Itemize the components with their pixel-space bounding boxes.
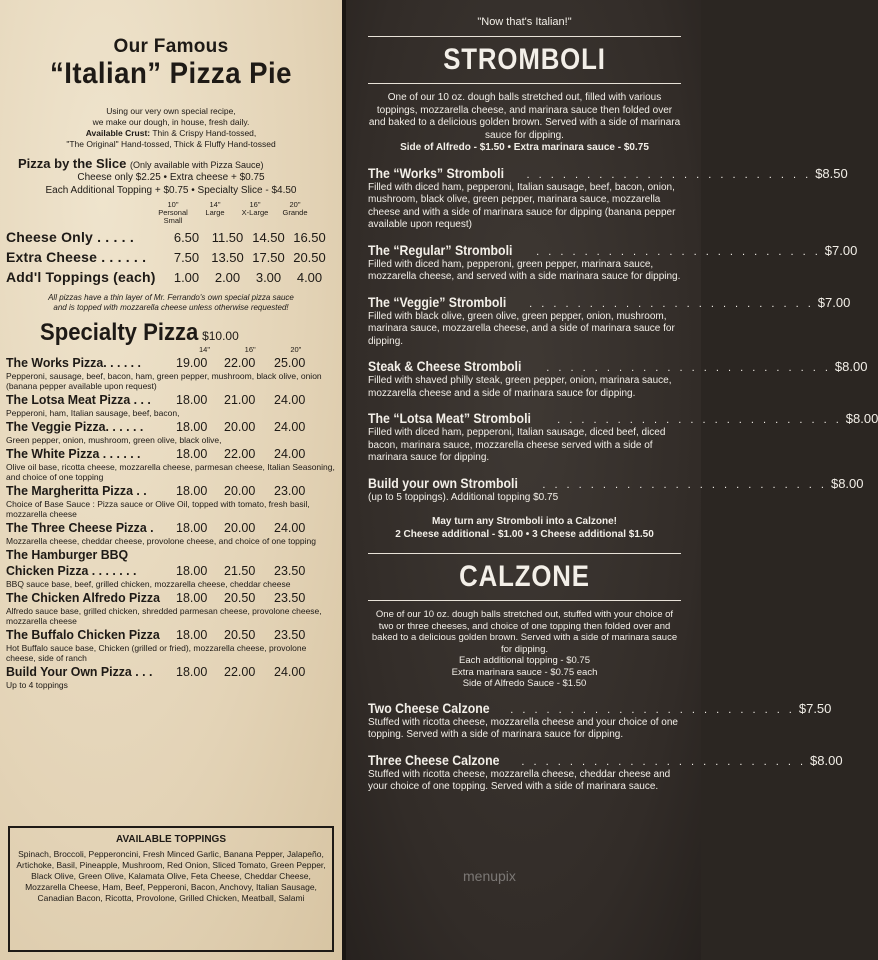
- price: 7.50: [173, 250, 200, 265]
- item-price: $8.00: [845, 411, 878, 426]
- pizza-desc: Olive oil base, ricotta cheese, mozzarella cheese, parmesan cheese, Italian Seasoning, and choice of one topping: [6, 462, 335, 482]
- item-price: $7.50: [798, 700, 832, 716]
- toppings-box: [8, 826, 334, 952]
- crust-line: [6, 128, 336, 139]
- size-col: 20" Grande: [282, 200, 308, 217]
- item-desc: Filled with diced ham, pepperoni, Italian sausage, diced beef, diced bacon, marinara sauce, mozzarella cheese served with a side of marinara sauce for dipping.: [368, 427, 666, 463]
- calzone-title: CALZONE: [459, 560, 590, 593]
- stromboli-calzone-page: [346, 0, 878, 960]
- pizza-page: [0, 0, 342, 960]
- item-name: The “Works” Stromboli: [368, 164, 505, 181]
- size-col: 10" Personal Small: [158, 200, 188, 225]
- pizza-name: The Chicken Alfredo Pizza: [6, 590, 160, 605]
- item-price: $8.50: [815, 165, 848, 181]
- pizza-desc: Pepperoni, ham, Italian sausage, beef, bacon,: [6, 408, 180, 418]
- menu-item: [368, 410, 878, 465]
- price: 14.50: [252, 230, 285, 245]
- pizza-price: 23.50: [274, 564, 306, 578]
- pizza-desc: Hot Buffalo sauce base, Chicken (grilled or fried), mozzarella cheese, provolone cheese, side of ranch: [6, 643, 307, 663]
- specialty-pizza-list: [6, 355, 336, 690]
- pizza-price: 24.00: [274, 447, 306, 461]
- pizza-price: 18.00: [176, 591, 208, 605]
- item-name: Two Cheese Calzone: [368, 699, 490, 716]
- divider-line: [368, 36, 681, 37]
- item-name: The “Veggie” Stromboli: [368, 293, 507, 310]
- pizza-row: [6, 627, 336, 643]
- menu-item-row: [368, 164, 848, 181]
- pizza-price: 18.00: [176, 665, 208, 679]
- pizza-desc: Up to 4 toppings: [6, 680, 68, 690]
- pizza-price: 20.50: [224, 591, 256, 605]
- pizza-row: [6, 483, 336, 499]
- menu-item-row: [368, 751, 843, 768]
- pizza-item: [6, 419, 336, 445]
- pizza-item: [6, 547, 336, 562]
- leader-dots: . . . . . . . . . . . . . . . . . . . . . . . .: [529, 297, 814, 310]
- specialty-title: Specialty Pizza: [40, 319, 199, 346]
- specialty-price: $10.00: [202, 329, 239, 343]
- size-col: 14" Large: [205, 200, 225, 217]
- pizza-item: [6, 392, 336, 418]
- pizza-desc: Choice of Base Sauce : Pizza sauce or Olive Oil, topped with tomato, fresh basil, mozzarella cheese: [6, 499, 310, 519]
- pizza-price: 18.00: [176, 628, 208, 642]
- item-desc: Filled with shaved philly steak, green pepper, onion, marinara sauce, mozzarella cheese and a side of marinara sauce for dipping.: [368, 375, 672, 399]
- menu-item-row: [368, 358, 868, 374]
- leader-dots: . . . . . . . . . . . . . . . . . . . . . . . .: [536, 245, 821, 258]
- tagline: "Now that's Italian!": [477, 16, 572, 28]
- pizza-row: [6, 355, 336, 371]
- pizza-price: 22.00: [224, 447, 256, 461]
- pizza-name: Build Your Own Pizza . . .: [6, 664, 153, 679]
- pizza-item: [6, 355, 336, 391]
- crust-text: Thin & Crispy Hand-tossed,: [150, 128, 257, 138]
- stromboli-title: STROMBOLI: [443, 43, 606, 76]
- menu-item: [368, 699, 832, 742]
- pizza-price: 24.00: [274, 521, 306, 535]
- price: 6.50: [173, 230, 200, 245]
- pizza-price: 22.00: [224, 356, 256, 370]
- specialty-sizes: 14" 16" 20": [199, 345, 302, 354]
- menu-item: [368, 164, 848, 232]
- item-name: Steak & Cheese Stromboli: [368, 358, 522, 374]
- pizza-item: [6, 627, 336, 663]
- menu-item: [368, 474, 864, 505]
- calzone-list: [368, 699, 843, 794]
- title-line-1: Our Famous: [113, 36, 229, 57]
- pizza-price: 20.50: [224, 628, 256, 642]
- pizza-row: [6, 392, 336, 408]
- item-name: Build your own Stromboli: [368, 474, 518, 491]
- pizza-name: The Margheritta Pizza . .: [6, 483, 147, 498]
- stromboli-intro: One of our 10 oz. dough balls stretched out, filled with various toppings, mozzarella cheese, and marinara sauce then folded over and baked to a delicious golden brown. Served with a side of marinara sauce for dipping.: [368, 92, 681, 141]
- menu-item-row: [368, 474, 864, 491]
- menu-item: [368, 241, 858, 284]
- intro: [6, 106, 336, 150]
- pizza-name: The Lotsa Meat Pizza . . .: [6, 392, 151, 407]
- calzone-intro: One of our 10 oz. dough balls stretched out, stuffed with your choice of two or three cheeses, and choice of one topping then folded over and baked to a delicious golden brown. Served with a side of marinara sauce for dipping.: [371, 609, 678, 655]
- pizza-price: 18.00: [176, 484, 208, 498]
- menu-item: [368, 751, 843, 794]
- page-title: “Italian” Pizza Pie: [50, 57, 292, 90]
- pizza-price: 18.00: [176, 521, 208, 535]
- price: 13.50: [211, 250, 244, 265]
- item-desc: (up to 5 toppings). Additional topping $0.75: [368, 491, 559, 503]
- leader-dots: . . . . . . . . . . . . . . . . . . . . . . . .: [521, 755, 807, 768]
- pizza-item: [6, 520, 336, 546]
- price: 11.50: [211, 230, 244, 245]
- calzone-extras: Each additional topping - $0.75 Extra marinara sauce - $0.75 each Side of Alfredo Sauce - $1.50: [451, 655, 598, 689]
- item-name: Three Cheese Calzone: [368, 751, 500, 768]
- item-desc: Stuffed with ricotta cheese, mozzarella cheese, cheddar cheese and your choice of one topping. Served with a side of marinara sauce.: [368, 768, 671, 792]
- pizza-desc: Alfredo sauce base, grilled chicken, shredded parmesan cheese, provolone cheese, mozzarella cheese: [6, 606, 322, 626]
- price: 1.00: [173, 270, 200, 285]
- price: 4.00: [296, 270, 323, 285]
- pizza-price: 19.00: [176, 356, 208, 370]
- item-desc: Filled with diced ham, pepperoni, green pepper, marinara sauce, mozzarella cheese, and served with a side marinara sauce for dipping.: [368, 258, 681, 282]
- pizza-price: 20.00: [224, 420, 256, 434]
- pizza-desc: Mozzarella cheese, cheddar cheese, provolone cheese, and choice of one topping: [6, 536, 316, 546]
- menu-item-row: [368, 241, 858, 258]
- crust-label: Available Crust:: [85, 128, 151, 138]
- item-name: The “Lotsa Meat” Stromboli: [368, 410, 531, 426]
- item-price: $8.00: [830, 475, 864, 491]
- pizza-price: 18.00: [176, 564, 208, 578]
- pizza-price: 25.00: [274, 356, 306, 370]
- pizza-price: 24.00: [274, 665, 306, 679]
- slice-line-2: Each Additional Topping + $0.75 • Specialty Slice - $4.50: [45, 185, 297, 196]
- pizza-name: The Hamburger BBQ: [6, 547, 129, 562]
- slice-note: (Only available with Pizza Sauce): [130, 160, 264, 170]
- price-row: [6, 269, 336, 285]
- item-desc: Stuffed with ricotta cheese, mozzarella cheese and your choice of one topping. Served with a side of marinara sauce for dipping.: [368, 716, 678, 740]
- size-header: [156, 201, 336, 225]
- divider-line: [368, 600, 681, 601]
- pizza-price: 24.00: [274, 420, 306, 434]
- pizza-price: 18.00: [176, 393, 208, 407]
- pizza-row: [6, 547, 336, 562]
- pizza-item: [6, 590, 336, 626]
- menu-item-row: [368, 410, 878, 426]
- price-row: Extra Cheese . . . . . . 7.50 13.50 17.50 20.50: [6, 249, 336, 265]
- divider-line: [368, 83, 681, 84]
- item-price: $8.00: [810, 752, 843, 768]
- pizza-price: 20.00: [224, 521, 256, 535]
- pizza-row: [6, 664, 336, 680]
- pizza-row: [6, 563, 336, 579]
- price: 17.50: [252, 250, 285, 265]
- item-price: $8.00: [834, 359, 868, 374]
- pizza-desc: Pepperoni, sausage, beef, bacon, ham, green pepper, mushroom, black olive, onion (banana pepper available upon request): [6, 371, 322, 391]
- intro-line: Using our very own special recipe,: [106, 106, 236, 116]
- pizza-desc: Green pepper, onion, mushroom, green olive, black olive,: [6, 435, 222, 445]
- specialty-header: [6, 319, 336, 347]
- intro-line: we make our dough, in house, fresh daily.: [92, 117, 250, 127]
- slice-title: Pizza by the Slice: [18, 156, 127, 171]
- pizza-row: [6, 520, 336, 536]
- pizza-item: [6, 446, 336, 482]
- watermark: menupix: [463, 868, 516, 884]
- price: 20.50: [293, 250, 326, 265]
- pizza-row: [6, 446, 336, 462]
- price: 2.00: [214, 270, 241, 285]
- price: 3.00: [255, 270, 282, 285]
- stromboli-list: [368, 164, 878, 505]
- menu-item-row: [368, 293, 851, 310]
- divider-line: [368, 553, 681, 554]
- pizza-item: [6, 563, 336, 589]
- pizza-row: [6, 419, 336, 435]
- pizza-name: The Three Cheese Pizza .: [6, 520, 154, 535]
- pizza-name: The Works Pizza. . . . . .: [6, 355, 141, 370]
- pizza-price: 21.50: [224, 564, 256, 578]
- leader-dots: . . . . . . . . . . . . . . . . . . . . . . . .: [557, 414, 842, 426]
- stromboli-sides: Side of Alfredo - $1.50 • Extra marinara sauce - $0.75: [400, 142, 649, 153]
- leader-dots: . . . . . . . . . . . . . . . . . . . . . . . .: [526, 168, 812, 181]
- pizza-price: 18.00: [176, 447, 208, 461]
- pizza-name: The White Pizza . . . . . .: [6, 446, 141, 461]
- item-desc: Filled with black olive, green olive, green pepper, onion, mushroom, marinara sauce, mozzarella cheese, and a side of marinara sauce for dipping.: [368, 310, 675, 347]
- pizza-name: The Buffalo Chicken Pizza: [6, 627, 160, 642]
- row-label: Add'l Toppings (each): [6, 269, 156, 285]
- size-col: 16" X-Large: [241, 200, 269, 217]
- slice-section-title: [18, 156, 336, 171]
- price: 16.50: [293, 230, 326, 245]
- toppings-text: Spinach, Broccoli, Pepperoncini, Fresh Minced Garlic, Banana Pepper, Jalapeño, Artichoke, Basil, Pineapple, Mushroom, Red Onion, Sliced Tomato, Green Pepper, Black Olive, Green Olive, Kalamata Olive, Feta Cheese, Cheddar Cheese, Mozzarella Cheese, Ham, Beef, Pepperoni, Bacon, Anchovy, Italian Sausage, Canadian Bacon, Ricotta, Provolone, Grilled Chicken, Meatball, Salami: [16, 849, 326, 903]
- row-label: Cheese Only: [6, 229, 94, 245]
- item-price: $7.00: [824, 242, 858, 258]
- menu-item: [368, 293, 851, 349]
- slice-line-1: Cheese only $2.25 • Extra cheese + $0.75: [77, 172, 265, 183]
- pizza-name: The Veggie Pizza. . . . . .: [6, 419, 144, 434]
- leader-dots: . . . . . . . . . . . . . . . . . . . . . . . .: [510, 703, 795, 716]
- pizza-price: 23.00: [274, 484, 306, 498]
- pizza-price: 20.00: [224, 484, 256, 498]
- toppings-title: AVAILABLE TOPPINGS: [115, 834, 226, 845]
- pizza-price: 18.00: [176, 420, 208, 434]
- pizza-price: 21.00: [224, 393, 256, 407]
- pizza-name: Chicken Pizza . . . . . . .: [6, 563, 137, 578]
- pizza-price: 22.00: [224, 665, 256, 679]
- crust-line-2: "The Original" Hand-tossed, Thick & Fluffy Hand-tossed: [66, 139, 276, 149]
- pizza-row: [6, 590, 336, 606]
- pizza-price: 23.50: [274, 591, 306, 605]
- pizza-item: [6, 483, 336, 519]
- pizza-desc: BBQ sauce base, beef, grilled chicken, mozzarella cheese, cheddar cheese: [6, 579, 291, 589]
- calzone-note: May turn any Stromboli into a Calzone! 2 Cheese additional - $1.00 • 3 Cheese additional $1.50: [395, 516, 654, 540]
- pizza-price: 24.00: [274, 393, 306, 407]
- row-label: Extra Cheese: [6, 249, 98, 265]
- item-price: $7.00: [817, 294, 851, 310]
- menu-item-row: [368, 699, 832, 716]
- pizza-price: 23.50: [274, 628, 306, 642]
- leader-dots: . . . . . . . . . . . . . . . . . . . . . . . .: [542, 478, 827, 491]
- sauce-note: All pizzas have a thin layer of Mr. Ferrando's own special pizza sauce and is topped with mozzarella cheese unless otherwise requested!: [48, 293, 294, 312]
- pizza-item: [6, 664, 336, 690]
- price-row: Cheese Only . . . . . 6.50 11.50 14.50 16.50: [6, 229, 336, 245]
- menu-item: [368, 358, 868, 400]
- leader-dots: . . . . . . . . . . . . . . . . . . . . . . . .: [546, 362, 831, 374]
- item-name: The “Regular” Stromboli: [368, 241, 513, 258]
- item-desc: Filled with diced ham, pepperoni, Italian sausage, beef, bacon, onion, mushroom, black olive, green pepper, marinara sauce, mozzarella cheese and with a side of marinara sauce for dipping (banana pepper available upon request): [368, 181, 676, 230]
